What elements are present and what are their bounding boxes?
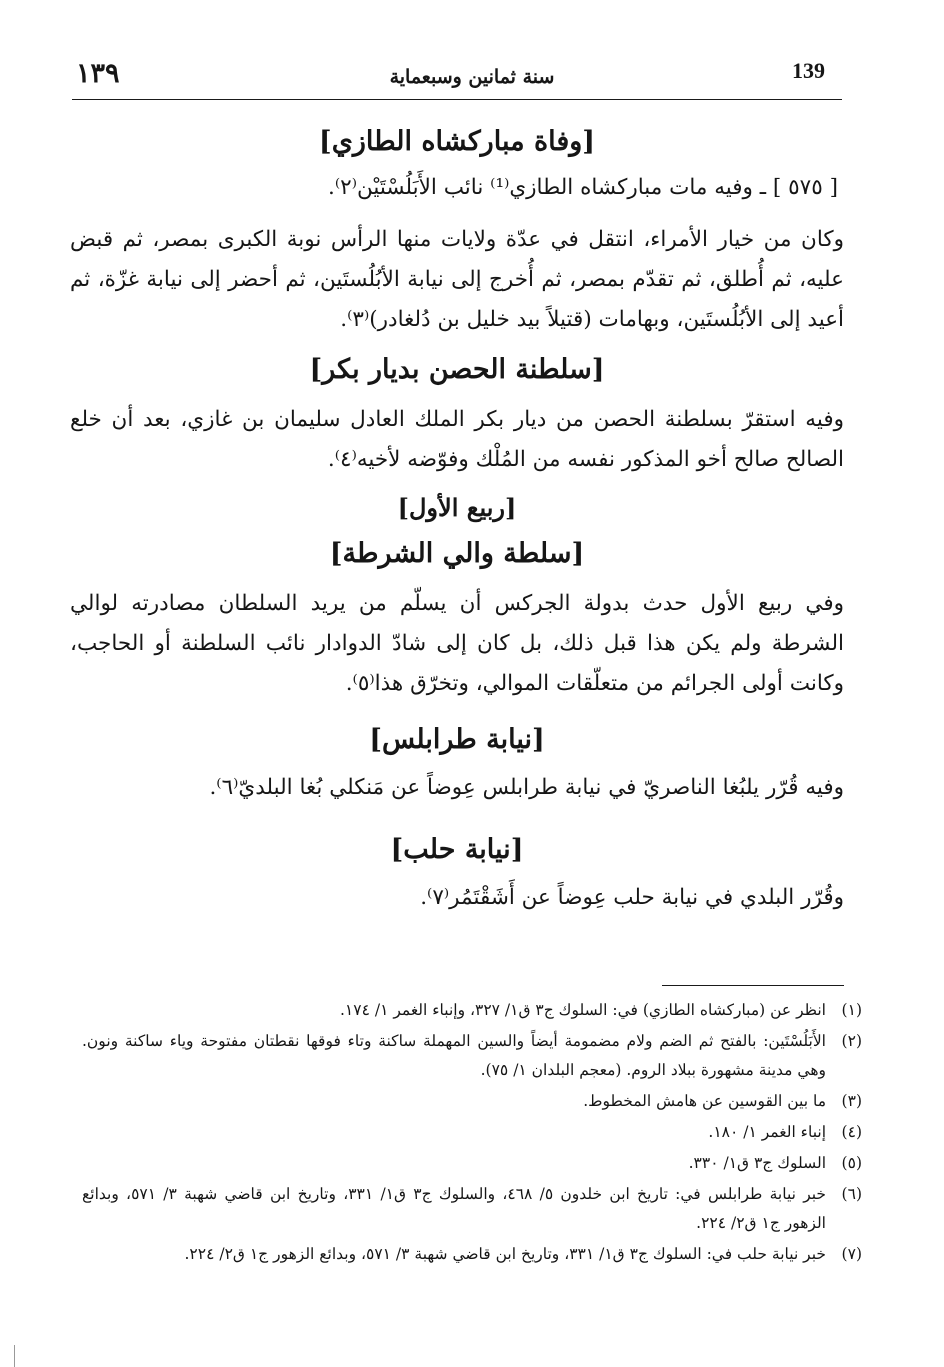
footnote-text: ما بين القوسين عن هامش المخطوط. — [583, 1092, 826, 1110]
header-rule — [72, 99, 842, 100]
heading-death-mubarakshah: [وفاة مباركشاه الطازي] — [318, 126, 596, 157]
footnote-text: إنباء الغمر ١/ ١٨٠. — [708, 1123, 826, 1141]
main-text — [70, 118, 844, 918]
heading-hisn-sultanate: [سلطنة الحصن بديار بكر] — [309, 354, 605, 385]
paragraph-tripoli: وفيه قُرّر يلبُغا الناصريّ في نيابة طرابلس عِوضاً عن مَنكلي بُغا البلديّ⁽٦⁾. — [209, 775, 844, 800]
footnote-3 — [82, 1087, 862, 1116]
footnote-text: انظر عن (مباركشاه الطازي) في: السلوك ج٣ ق١/ ٣٢٧، وإنباء الغمر ١/ ١٧٤. — [339, 1001, 826, 1019]
footnote-number: (٤) — [841, 1123, 862, 1141]
heading-aleppo: [نيابة حلب] — [390, 834, 524, 865]
footnote-2 — [82, 1027, 862, 1085]
page-header — [0, 58, 944, 98]
paragraph-aleppo: وقُرّر البلدي في نيابة حلب عِوضاً عن أَشَقْتَمُر⁽٧⁾. — [420, 885, 844, 910]
footnote-number: (٢) — [841, 1032, 862, 1050]
page-number-latin: 139 — [792, 58, 825, 83]
paragraph-mubarakshah: وكان من خيار الأمراء، انتقل في عدّة ولايات منها الرأس نوبة الكبرى بمصر، ثم قبض عليه، ثم أُطلق، ثم تقدّم بمصر، ثم أُخرج إلى نيابة الأبُلُستَين، ثم أحضر إلى نيابة غزّة، ثم أعيد إلى الأبُلُستَين، وبهامات (قتيلاً بيد خليل بن دُلغادر)⁽٣⁾. — [70, 227, 844, 332]
paragraph-hisn: وفيه استقرّ بسلطنة الحصن من ديار بكر الملك العادل سليمان بن غازي، بعد أن خلع الصالح صالح أخو المذكور نفسه من المُلْك وفوّضه لأخيه⁽٤⁾. — [70, 407, 844, 472]
footnote-5 — [82, 1149, 862, 1178]
footnote-number: (٣) — [841, 1092, 862, 1110]
footnote-text: خبر نيابة حلب في: السلوك ج٣ ق١/ ٣٣١، وتاريخ ابن قاضي شهبة ٣/ ٥٧١، وبدائع الزهور ج١ ق٢/ ٢٢٤. — [184, 1245, 826, 1263]
footnotes — [82, 996, 862, 1271]
footnote-7 — [82, 1240, 862, 1269]
footnote-number: (٥) — [841, 1154, 862, 1172]
footnote-number: (٦) — [841, 1185, 862, 1203]
scan-edge-mark — [14, 1345, 15, 1367]
page-number-arabic: ١٣٩ — [76, 58, 120, 89]
footnote-text: خبر نيابة طرابلس في: تاريخ ابن خلدون ٥/ ٤٦٨، والسلوك ج٣ ق١/ ٣٣١، وتاريخ ابن قاضي شهبة ٣/ ٥٧١، وبدائع الزهور ج١ ق٢/ ٢٢٤. — [82, 1185, 827, 1232]
footnote-number: (١) — [841, 1001, 862, 1019]
footnote-number: (٧) — [841, 1245, 862, 1263]
heading-police-chief: [سلطة والي الشرطة] — [329, 538, 585, 569]
footnote-text: الأَبَلُسْتَين: بالفتح ثم الضم ولام مضمومة أيضاً والسين المهملة ساكنة وتاء فوقها نقطتان مفتوحة وياء ساكنة ونون. وهي مدينة مشهورة ببلاد الروم. (معجم البلدان ١/ ٧٥). — [82, 1032, 826, 1079]
footnote-4 — [82, 1118, 862, 1147]
heading-tripoli: [نيابة طرابلس] — [369, 724, 545, 755]
subheading-rabi-al-awwal: [ربيع الأول] — [397, 493, 517, 522]
entry-575: [ ٥٧٥ ] ـ وفيه مات مباركشاه الطازي⁽¹⁾ نائب الأَبَلُسْتَيْن⁽٢⁾. — [328, 175, 838, 200]
footnote-text: السلوك ج٣ ق١/ ٣٣٠. — [688, 1154, 826, 1172]
running-title: سنة ثمانين وسبعماية — [389, 66, 555, 88]
footnote-6 — [82, 1180, 862, 1238]
paragraph-police-chief: وفي ربيع الأول حدث بدولة الجركس أن يسلّم من يريد السلطان مصادرته لوالي الشرطة ولم يكن هذا قبل ذلك، بل كان إلى شادّ الدوادار نائب السلطنة أو الحاجب، وكانت أولى الجرائم من متعلّقات الموالي، وتخرّق هذا⁽٥⁾. — [70, 591, 844, 696]
footnote-1 — [82, 996, 862, 1025]
footnote-rule — [662, 985, 844, 986]
